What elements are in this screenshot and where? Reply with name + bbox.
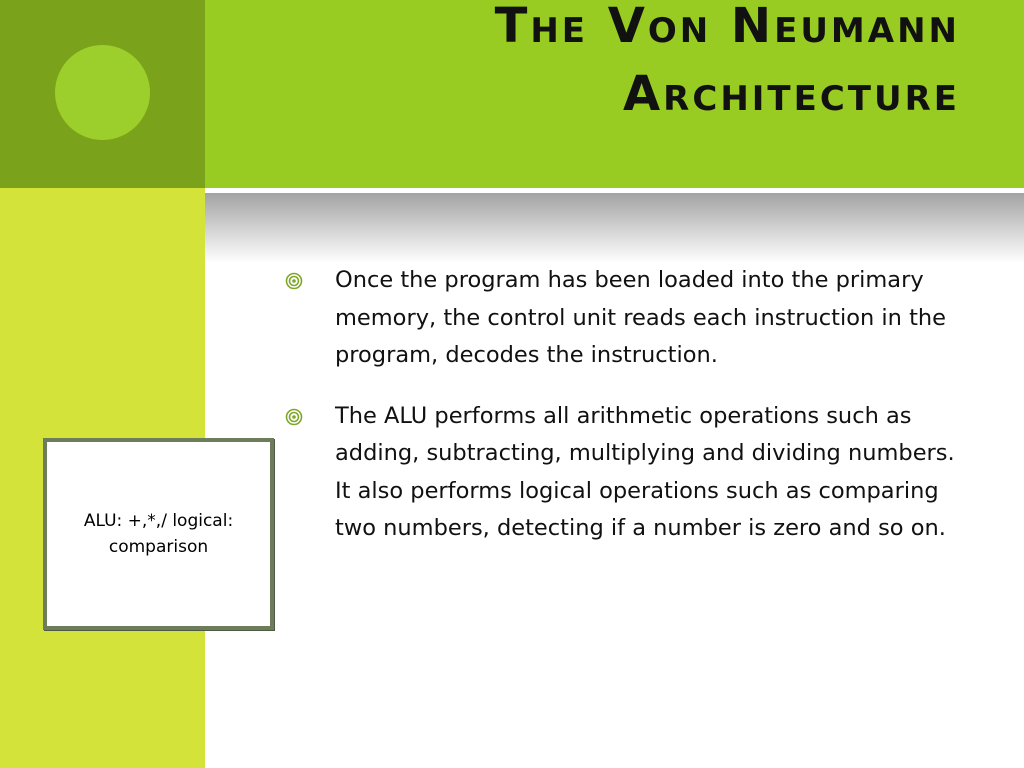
title-line-1: The Von Neumann	[494, 0, 960, 54]
bullet-text: The ALU performs all arithmetic operations such as adding, subtracting, multiplying and dividing numbers. It also performs logical operations such as comparing two numbers, detecting if a number is zero and so on.	[335, 402, 955, 541]
slide-title	[495, 0, 960, 128]
decorative-circle	[55, 45, 150, 140]
bullet-circle-icon	[285, 398, 305, 435]
bullet-circle-icon	[285, 262, 305, 299]
title-line-2: Architecture	[623, 66, 960, 122]
callout-box	[43, 438, 274, 630]
bullet-list	[285, 262, 975, 571]
bullet-text: Once the program has been loaded into the primary memory, the control unit reads each instruction in the program, decodes the instruction.	[335, 267, 947, 368]
callout-text: ALU: +,*,/ logical: comparison	[83, 511, 234, 557]
gradient-band	[205, 193, 1024, 263]
bullet-item	[285, 262, 975, 375]
bullet-item	[285, 398, 975, 548]
